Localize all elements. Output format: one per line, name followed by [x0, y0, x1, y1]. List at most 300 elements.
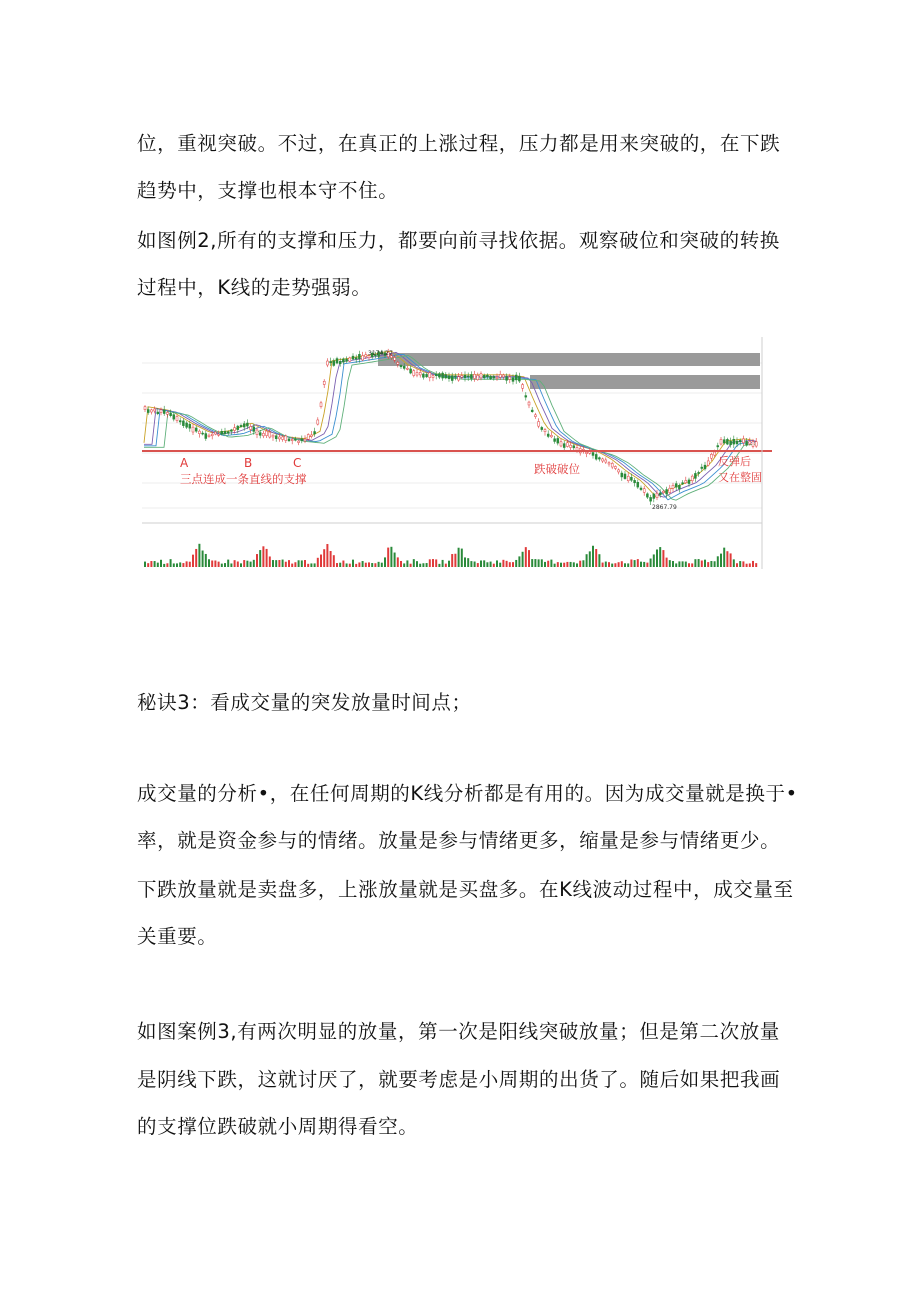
candle-body	[544, 430, 546, 432]
volume-bar	[682, 561, 684, 567]
candle-body	[755, 442, 757, 446]
candle-body	[445, 375, 447, 378]
candle-body	[154, 409, 156, 411]
candle-body	[666, 489, 668, 493]
volume-bar	[413, 559, 415, 567]
volume-bar	[381, 563, 383, 567]
candle-body	[611, 463, 613, 467]
candle-body	[675, 484, 677, 488]
volume-bar	[365, 563, 367, 567]
volume-bar	[147, 563, 149, 567]
candle-body	[144, 407, 146, 410]
candle-body	[429, 373, 431, 378]
candle-body	[211, 434, 213, 436]
volume-bar	[400, 561, 402, 567]
candle-body	[458, 377, 460, 380]
volume-bar	[627, 563, 629, 567]
volume-bar	[733, 559, 735, 567]
volume-bar	[349, 564, 351, 567]
candle-body	[515, 375, 517, 380]
paragraph-5-line-3: 的支撑位跌破就小周期得看空。	[137, 1115, 419, 1138]
volume-bar	[374, 563, 376, 567]
volume-bar	[464, 557, 466, 567]
candle-body	[560, 442, 562, 446]
volume-bar	[346, 563, 348, 567]
volume-bar	[573, 562, 575, 567]
volume-bar	[592, 546, 594, 567]
candle-body	[358, 354, 360, 358]
candle-body	[237, 426, 239, 430]
paragraph-4-line-3: 下跌放量就是卖盘多，上涨放量就是买盘多。在K线波动过程中，成交量至	[137, 878, 794, 901]
volume-bar	[397, 557, 399, 567]
volume-bar	[432, 559, 434, 567]
volume-bar	[605, 562, 607, 567]
candle-body	[448, 376, 450, 379]
candle-body	[550, 435, 552, 437]
volume-bar	[486, 562, 488, 567]
volume-bar	[435, 559, 437, 567]
candle-body	[150, 410, 152, 412]
candle-body	[230, 430, 232, 431]
candle-body	[163, 410, 165, 414]
volume-bar	[234, 560, 236, 567]
volume-bar	[301, 560, 303, 567]
volume-bar	[160, 560, 162, 567]
volume-bar	[166, 563, 168, 567]
candle-body	[634, 480, 636, 482]
point-label-b: B	[244, 456, 253, 470]
candle-body	[573, 446, 575, 448]
candle-body	[326, 361, 328, 365]
volume-bar	[192, 555, 194, 567]
candle-body	[618, 470, 620, 472]
volume-bar	[701, 561, 703, 567]
volume-bar	[643, 562, 645, 567]
candle-body	[640, 488, 642, 490]
volume-bar	[637, 559, 639, 567]
volume-bar	[723, 548, 725, 567]
volume-bar	[256, 554, 258, 567]
volume-bar	[525, 547, 527, 567]
candle-body	[563, 444, 565, 448]
volume-bar	[640, 562, 642, 567]
candle-body	[416, 373, 418, 376]
volume-bar	[675, 563, 677, 567]
volume-bar	[509, 562, 511, 567]
candle-body	[710, 454, 712, 458]
candle-body	[173, 415, 175, 420]
candle-body	[214, 432, 216, 434]
candle-body	[330, 361, 332, 362]
candle-body	[339, 361, 341, 363]
candle-body	[346, 359, 348, 361]
volume-bar	[394, 553, 396, 567]
volume-bar	[746, 564, 748, 567]
volume-bar	[554, 564, 556, 567]
volume-bar	[419, 564, 421, 567]
candle-body	[227, 432, 229, 434]
candle-body	[307, 435, 309, 440]
candle-body	[512, 378, 514, 382]
candle-body	[442, 373, 444, 378]
volume-bar	[467, 558, 469, 567]
volume-bar	[442, 560, 444, 567]
paragraph-1-line-1: 位，重视突破。不过，在真正的上涨过程，压力都是用来突破的，在下跌	[137, 132, 781, 155]
volume-bar	[669, 560, 671, 567]
candle-body	[685, 480, 687, 482]
volume-bar	[576, 563, 578, 567]
volume-bar	[240, 563, 242, 567]
breakdown-annotation: 跌破破位	[534, 462, 580, 476]
volume-bar	[250, 562, 252, 567]
candle-body	[426, 374, 428, 377]
volume-bar	[342, 561, 344, 567]
candle-body	[486, 375, 488, 377]
volume-bar	[650, 559, 652, 567]
paragraph-3-heading: 秘诀3：看成交量的突发放量时间点；	[137, 691, 472, 714]
candle-body	[413, 371, 415, 376]
candle-body	[717, 446, 719, 447]
volume-bar	[387, 548, 389, 567]
volume-bar	[595, 549, 597, 567]
volume-bar	[726, 551, 728, 567]
candle-body	[605, 460, 607, 462]
candle-body	[349, 358, 351, 361]
support-annotation: 三点连成一条直线的支撑	[180, 472, 307, 486]
candle-body	[240, 425, 242, 426]
volume-bar	[202, 551, 204, 567]
volume-bar	[531, 559, 533, 567]
candle-body	[336, 359, 338, 364]
volume-bar	[624, 563, 626, 567]
volume-bar	[426, 563, 428, 567]
candle-body	[736, 441, 738, 444]
candle-body	[627, 476, 629, 481]
candle-body	[608, 463, 610, 464]
candle-body	[186, 423, 188, 427]
volume-bar	[714, 561, 716, 567]
paragraph-1-line-2: 趋势中，支撑也根本守不住。	[137, 179, 399, 202]
volume-bar	[262, 546, 264, 567]
rebound-annotation-line-1: 反弹后	[718, 455, 751, 468]
volume-bar	[163, 564, 165, 567]
candle-body	[259, 433, 261, 436]
candle-body	[400, 365, 402, 366]
candle-body	[672, 485, 674, 488]
volume-bar	[237, 562, 239, 567]
candle-body	[518, 376, 520, 381]
volume-bar	[227, 560, 229, 567]
candle-body	[643, 489, 645, 493]
volume-bar	[707, 562, 709, 567]
candle-body	[285, 436, 287, 441]
candle-body	[525, 396, 527, 398]
volume-bar	[390, 547, 392, 567]
volume-bar	[752, 561, 754, 567]
candle-body	[739, 440, 741, 442]
volume-bar	[678, 561, 680, 567]
volume-bar	[749, 563, 751, 567]
volume-bar	[614, 563, 616, 567]
candle-body	[410, 369, 412, 373]
volume-bar	[288, 560, 290, 567]
volume-bar	[698, 559, 700, 567]
candle-body	[310, 435, 312, 437]
candle-body	[365, 355, 367, 357]
candle-body	[707, 461, 709, 465]
candle-body	[333, 361, 335, 366]
candle-body	[570, 445, 572, 447]
candle-body	[704, 465, 706, 469]
volume-bar	[333, 555, 335, 567]
volume-bar	[621, 561, 623, 567]
candle-body	[669, 488, 671, 492]
volume-bar	[378, 562, 380, 567]
candle-body	[403, 366, 405, 368]
candle-body	[250, 426, 252, 429]
candle-body	[637, 482, 639, 487]
candle-body	[234, 428, 236, 431]
volume-bar	[512, 562, 514, 567]
volume-bar	[755, 563, 757, 567]
volume-bar	[461, 549, 463, 567]
volume-bar	[602, 563, 604, 567]
candle-body	[614, 466, 616, 468]
candle-body	[275, 436, 277, 439]
volume-bar	[618, 562, 620, 567]
volume-bar	[243, 560, 245, 567]
point-label-c: C	[293, 456, 302, 470]
volume-bar	[214, 561, 216, 567]
volume-bar	[362, 561, 364, 567]
candle-body	[528, 402, 530, 405]
volume-bar	[518, 556, 520, 567]
rebound-annotation-line-2: 又在整固	[718, 471, 762, 484]
paragraph-4-line-2: 率，就是资金参与的情绪。放量是参与情绪更多，缩量是参与情绪更少。	[137, 829, 781, 852]
volume-bar	[371, 563, 373, 567]
volume-bar	[208, 559, 210, 567]
candle-body	[253, 427, 255, 432]
candle-body	[182, 421, 184, 426]
candle-body	[323, 381, 325, 384]
volume-bar	[646, 563, 648, 567]
volume-bar	[285, 562, 287, 567]
volume-bar	[560, 563, 562, 567]
volume-bar	[294, 562, 296, 567]
volume-bar	[189, 562, 191, 567]
candle-body	[723, 440, 725, 443]
paragraph-2-line-1: 如图例2,所有的支撑和压力，都要向前寻找依据。观察破位和突破的转换	[137, 229, 780, 252]
volume-bar	[330, 551, 332, 567]
volume-bar	[198, 544, 200, 567]
volume-bar	[221, 564, 223, 567]
volume-bar	[570, 562, 572, 567]
paragraph-5-line-2: 是阴线下跌，这就讨厌了，就要考虑是小周期的出货了。随后如果把我画	[137, 1068, 781, 1091]
candle-body	[541, 427, 543, 429]
candle-body	[752, 442, 754, 447]
candle-body	[272, 435, 274, 437]
volume-bar	[144, 562, 146, 567]
candle-body	[554, 439, 556, 442]
volume-bar	[275, 560, 277, 567]
paragraph-4-line-1: 成交量的分析•，在任何周期的K线分析都是有用的。因为成交量就是换于•	[137, 782, 798, 805]
volume-bar	[429, 559, 431, 567]
candle-body	[714, 452, 716, 455]
paragraph-4-line-4: 关重要。	[137, 925, 218, 948]
volume-bar	[278, 560, 280, 567]
volume-bar	[480, 560, 482, 567]
candle-body	[170, 413, 172, 415]
candle-body	[477, 375, 479, 379]
volume-bar	[298, 560, 300, 567]
candle-body	[438, 374, 440, 378]
candle-body	[646, 494, 648, 497]
candle-body	[698, 472, 700, 473]
volume-bar	[598, 554, 600, 567]
candle-body	[454, 376, 456, 377]
volume-bar	[358, 562, 360, 567]
volume-bar	[589, 551, 591, 567]
candle-body	[221, 431, 223, 434]
candle-body	[538, 422, 540, 427]
candle-body	[266, 431, 268, 436]
volume-bar	[493, 564, 495, 567]
volume-bar	[182, 563, 184, 567]
candle-body	[246, 423, 248, 426]
volume-bar	[653, 554, 655, 567]
candle-body	[291, 439, 293, 440]
volume-bar	[691, 563, 693, 567]
candle-body	[301, 439, 303, 441]
volume-bar	[717, 556, 719, 567]
volume-bar	[195, 549, 197, 567]
volume-bar	[742, 561, 744, 567]
volume-bar	[557, 562, 559, 567]
volume-bar	[448, 561, 450, 567]
candle-body	[256, 430, 258, 435]
volume-bar	[211, 560, 213, 567]
volume-bar	[704, 560, 706, 567]
candle-body	[592, 452, 594, 455]
volume-bar	[506, 561, 508, 567]
volume-bar	[186, 561, 188, 567]
kline-chart-figure	[140, 333, 780, 573]
candle-body	[320, 403, 322, 407]
volume-bar	[672, 561, 674, 567]
volume-bar	[410, 564, 412, 567]
volume-bar	[323, 549, 325, 567]
candle-body	[179, 421, 181, 422]
candle-body	[474, 374, 476, 378]
candle-body	[435, 374, 437, 375]
candle-body	[650, 497, 652, 501]
volume-bar	[230, 563, 232, 567]
volume-bar	[550, 560, 552, 567]
volume-bar	[269, 556, 271, 567]
candle-body	[480, 374, 482, 378]
candle-body	[461, 376, 463, 378]
volume-bar	[563, 563, 565, 567]
volume-bar	[154, 561, 156, 567]
volume-bar	[470, 561, 472, 567]
volume-bar	[515, 560, 517, 567]
volume-bar	[685, 562, 687, 567]
candle-body	[531, 410, 533, 412]
volume-bar	[586, 554, 588, 567]
volume-bar	[291, 564, 293, 567]
candle-body	[509, 377, 511, 379]
candle-body	[147, 410, 149, 413]
volume-bar	[339, 563, 341, 567]
candle-body	[224, 431, 226, 433]
volume-bar	[538, 559, 540, 567]
volume-bar	[659, 547, 661, 567]
volume-bar	[422, 563, 424, 567]
candle-body	[394, 357, 396, 360]
candle-body	[595, 454, 597, 459]
volume-bar	[736, 563, 738, 567]
volume-bar	[499, 563, 501, 567]
candle-body	[176, 416, 178, 420]
candle-body	[566, 443, 568, 447]
candle-body	[730, 441, 732, 445]
candle-body	[419, 372, 421, 375]
candle-body	[432, 376, 434, 378]
candle-body	[598, 458, 600, 459]
volume-bar	[730, 553, 732, 567]
candle-body	[288, 439, 290, 441]
volume-bar	[451, 554, 453, 567]
candle-body	[362, 356, 364, 360]
volume-bar	[608, 562, 610, 567]
volume-bar	[528, 550, 530, 567]
candle-body	[278, 437, 280, 439]
candle-body	[304, 439, 306, 441]
volume-bar	[710, 561, 712, 567]
volume-bar	[438, 564, 440, 567]
volume-bar	[170, 559, 172, 567]
candle-body	[688, 480, 690, 484]
volume-bar	[416, 561, 418, 567]
candle-body	[282, 437, 284, 440]
volume-bar	[150, 561, 152, 567]
candle-body	[298, 441, 300, 443]
volume-bar	[352, 560, 354, 567]
volume-bar	[445, 564, 447, 567]
candle-body	[397, 362, 399, 364]
candle-body	[586, 452, 588, 453]
volume-bar	[582, 560, 584, 567]
volume-bar	[403, 563, 405, 567]
candle-body	[464, 375, 466, 378]
volume-bar	[336, 563, 338, 567]
volume-bar	[454, 554, 456, 567]
resistance-band-1	[378, 353, 760, 366]
candle-body	[746, 441, 748, 445]
candle-body	[451, 376, 453, 381]
candle-body	[202, 433, 204, 434]
volume-bar	[406, 560, 408, 567]
candle-body	[262, 433, 264, 436]
candle-body	[490, 376, 492, 378]
candle-body	[499, 374, 501, 377]
candle-body	[557, 438, 559, 443]
candle-body	[192, 427, 194, 432]
candle-body	[691, 476, 693, 481]
volume-bar	[720, 554, 722, 567]
volume-bar	[474, 562, 476, 567]
volume-bar	[694, 559, 696, 567]
